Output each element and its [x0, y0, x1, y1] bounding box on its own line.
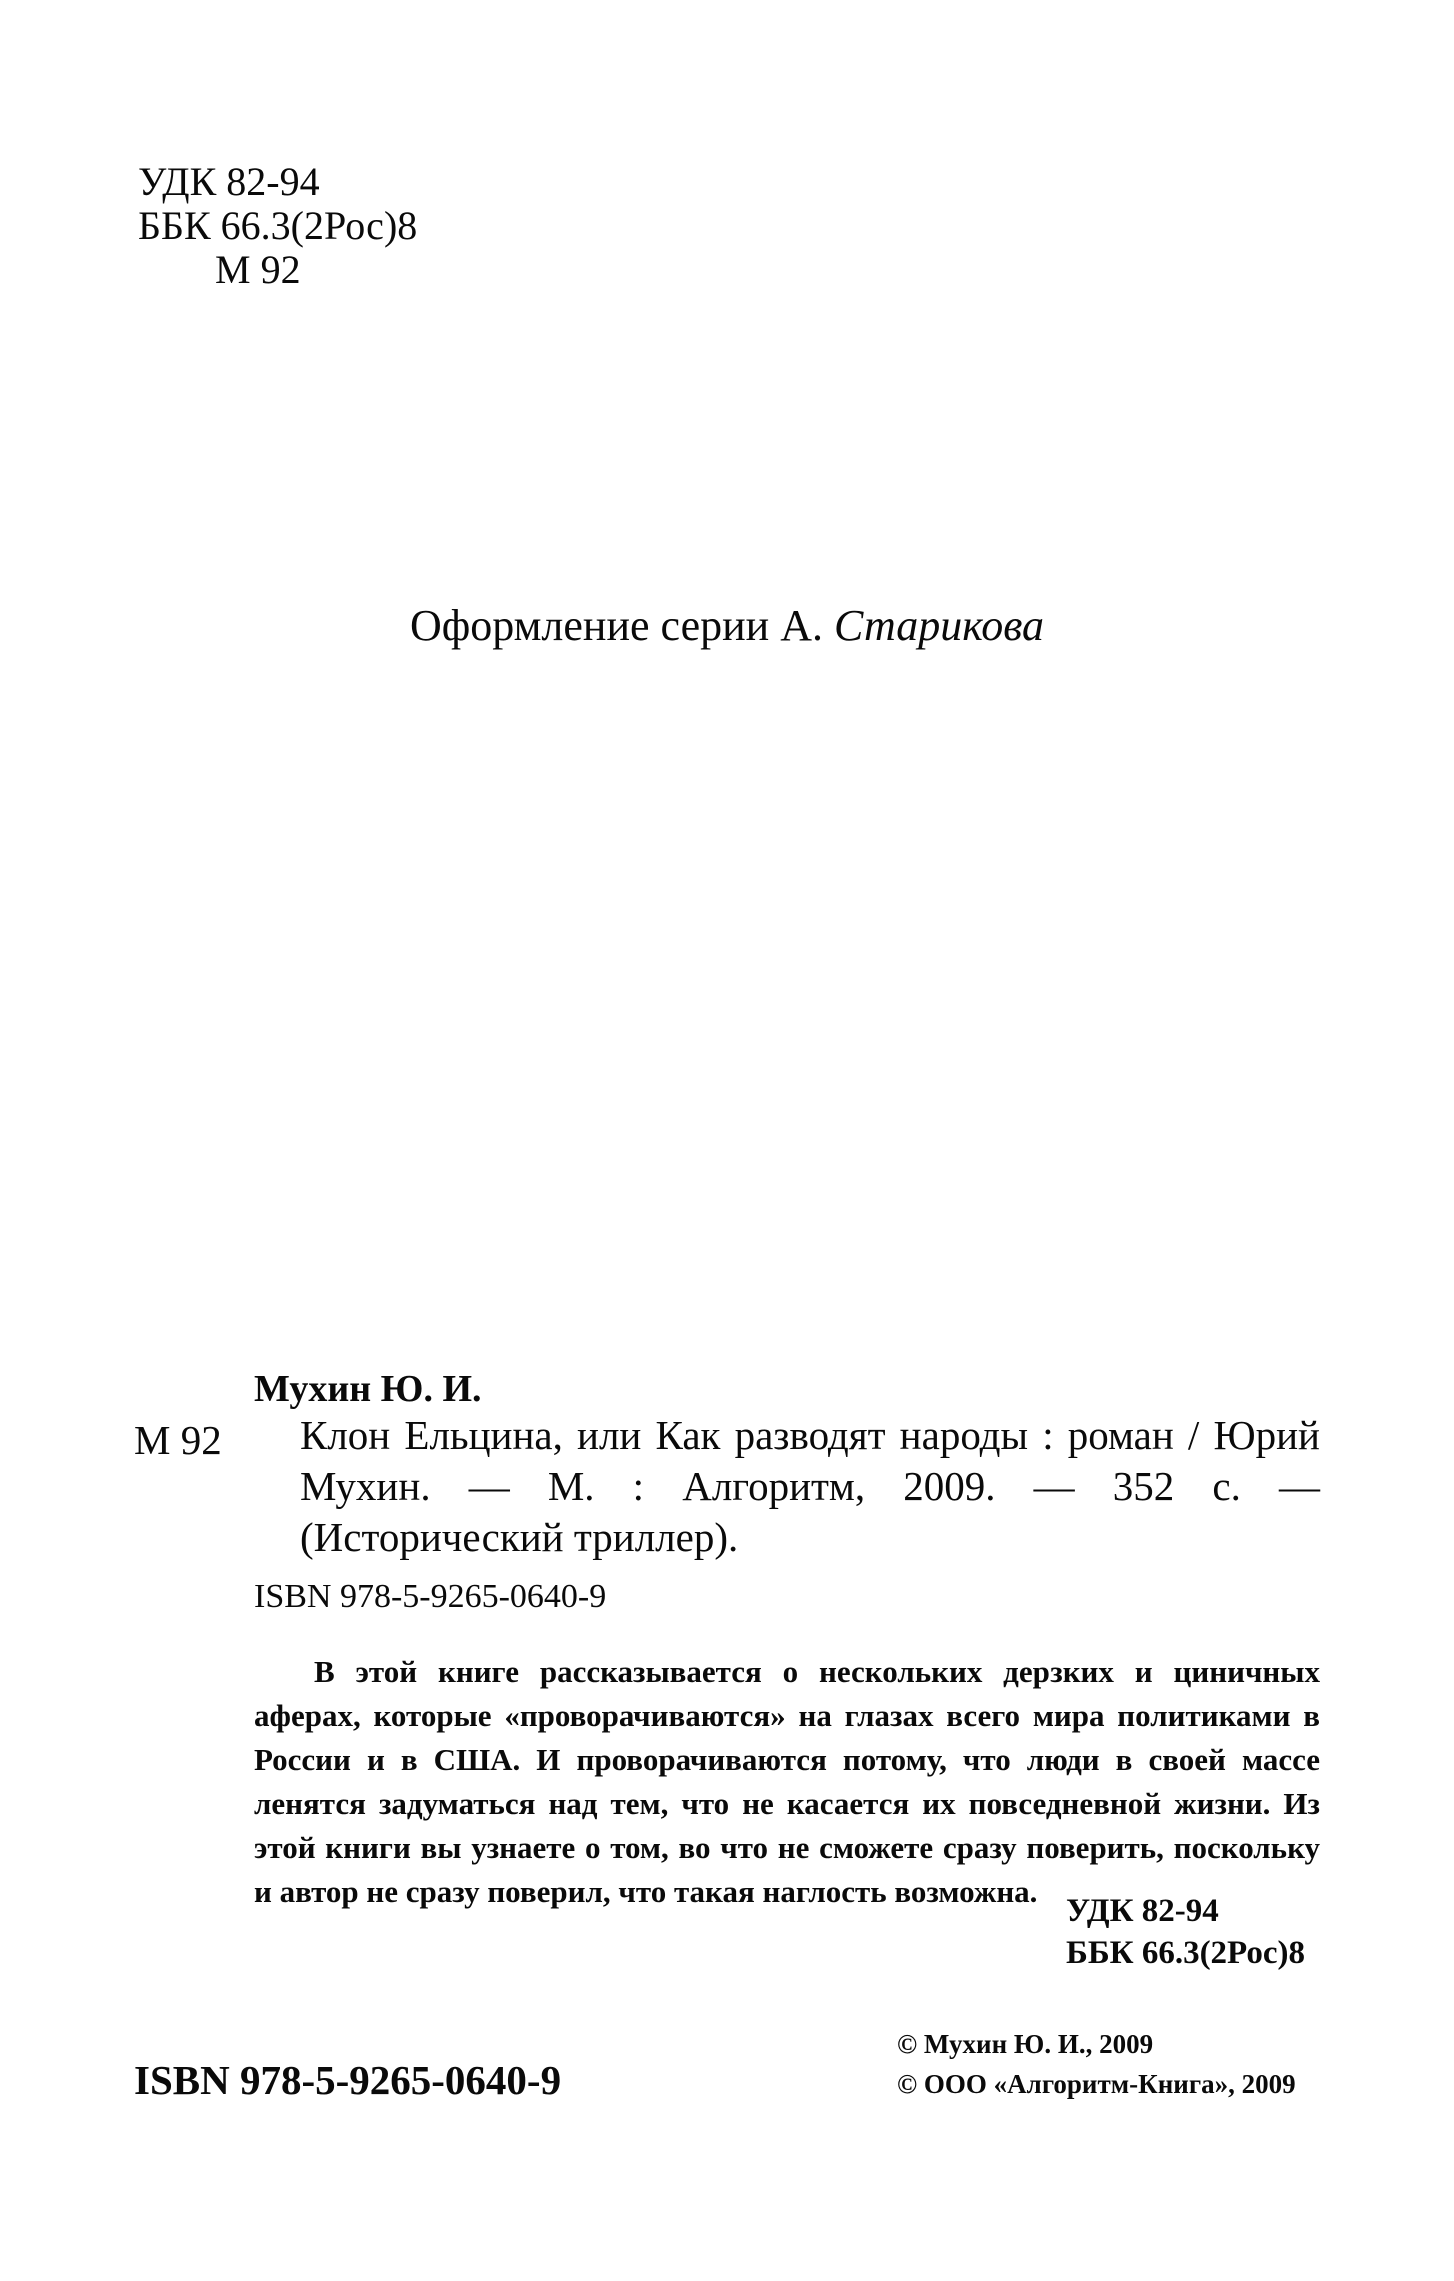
annotation-text: В этой книге рассказывается о нескольких дерзких и циничных аферах, которые «проворачиваются» на глазах всего мира политиками в России и в США. И проворачиваются потому, что люди в своей массе ленятся задуматься над тем, что не касается их повседневной жизни. Из этой книги вы узнаете о том, во что не сможете сразу поверить, поскольку и автор не сразу поверил, что такая наглость возможна.	[254, 1654, 1320, 1909]
top-classification	[138, 160, 417, 292]
bbk-code: ББК 66.3(2Рос)8	[138, 203, 418, 248]
catalog-udk: УДК 82-94	[1066, 1893, 1219, 1929]
copyright-publisher: © ООО «Алгоритм-Книга», 2009	[897, 2069, 1296, 2099]
copyright-author: © Мухин Ю. И., 2009	[897, 2029, 1154, 2059]
bibliographic-line-1: Клон Ельцина, или Как разводят народы : роман / Юрий	[300, 1412, 1320, 1458]
udk-code: УДК 82-94	[138, 159, 320, 204]
copyright-block	[897, 2024, 1296, 2104]
catalog-bbk: ББК 66.3(2Рос)8	[1066, 1935, 1306, 1971]
series-prefix: Оформление серии А.	[409, 601, 835, 650]
bibliographic-line-rest: Мухин. — М. : Алгоритм, 2009. — 352 с. — (Исторический триллер).	[300, 1463, 1320, 1560]
series-designer-name: Старикова	[834, 601, 1045, 650]
footer-isbn: ISBN 978-5-9265-0640-9	[134, 2057, 562, 2103]
catalog-author: Мухин Ю. И.	[254, 1368, 482, 1410]
annotation	[254, 1650, 1320, 1914]
bibliographic-record	[300, 1410, 1320, 1563]
author-mark: М 92	[215, 247, 301, 292]
series-design-credit	[0, 600, 1454, 651]
catalog-author-mark: М 92	[134, 1417, 222, 1463]
catalog-isbn: ISBN 978-5-9265-0640-9	[254, 1578, 607, 1615]
catalog-classification	[1066, 1890, 1305, 1974]
